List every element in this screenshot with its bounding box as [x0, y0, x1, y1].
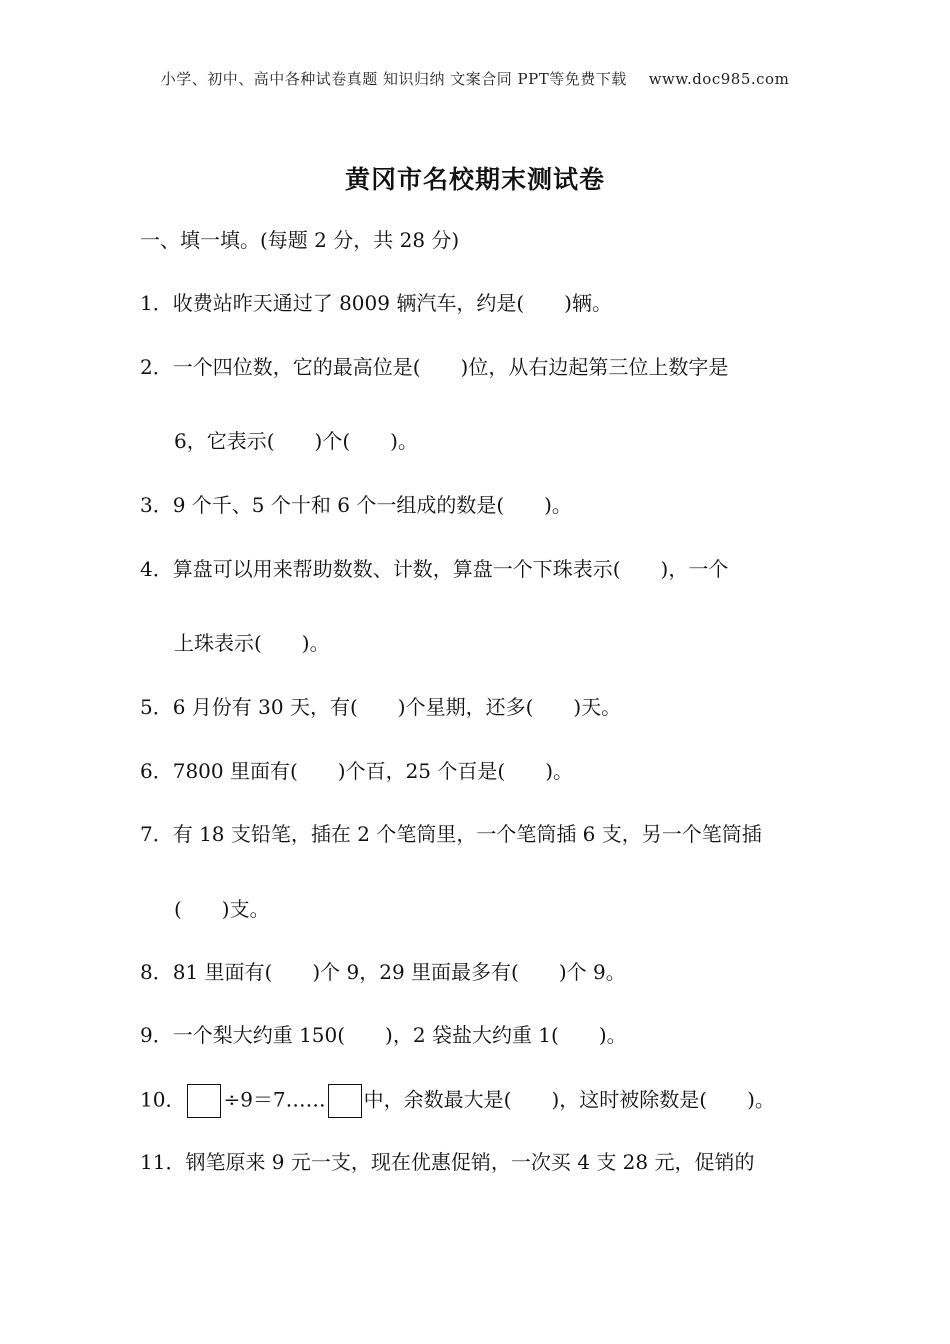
page-title: 黄冈市名校期末测试卷 [344, 165, 605, 194]
question-8: 8．81 里面有( )个 9，29 里面最多有( )个 9。 [140, 960, 626, 984]
question-11: 11．钢笔原来 9 元一支，现在优惠促销，一次买 4 支 28 元，促销的 [140, 1150, 755, 1174]
page-header [0, 68, 950, 89]
question-2-line-1: 2．一个四位数，它的最高位是( )位，从右边起第三位上数字是 [140, 355, 729, 379]
blank-box-dividend [187, 1084, 221, 1118]
header-site: www.doc985.com [648, 70, 790, 88]
question-10-number: 10． [140, 1087, 186, 1112]
question-4-line-2: 上珠表示( )。 [174, 631, 330, 655]
question-6: 6．7800 里面有( )个百，25 个百是( )。 [140, 759, 573, 783]
question-10 [140, 1084, 775, 1118]
section-heading: 一、填一填。(每题 2 分，共 28 分) [140, 228, 460, 252]
question-10-expression: ÷9＝7…… [223, 1087, 326, 1112]
question-5: 5．6 月份有 30 天，有( )个星期，还多( )天。 [140, 695, 622, 719]
question-10-tail: 中，余数最大是( )，这时被除数是( )。 [363, 1087, 775, 1112]
question-7-line-1: 7．有 18 支铅笔，插在 2 个笔筒里，一个笔筒插 6 支，另一个笔筒插 [140, 822, 762, 846]
question-2-line-2: 6，它表示( )个( )。 [174, 429, 418, 453]
blank-box-remainder [328, 1084, 362, 1118]
question-1: 1．收费站昨天通过了 8009 辆汽车，约是( )辆。 [140, 291, 612, 315]
question-9: 9．一个梨大约重 150( )，2 袋盐大约重 1( )。 [140, 1023, 627, 1047]
question-3: 3．9 个千、5 个十和 6 个一组成的数是( )。 [140, 493, 572, 517]
question-7-line-2: ( )支。 [174, 897, 270, 921]
question-4-line-1: 4．算盘可以用来帮助数数、计数，算盘一个下珠表示( )，一个 [140, 557, 729, 581]
header-text: 小学、初中、高中各种试卷真题 知识归纳 文案合同 PPT等免费下载 [160, 70, 627, 88]
